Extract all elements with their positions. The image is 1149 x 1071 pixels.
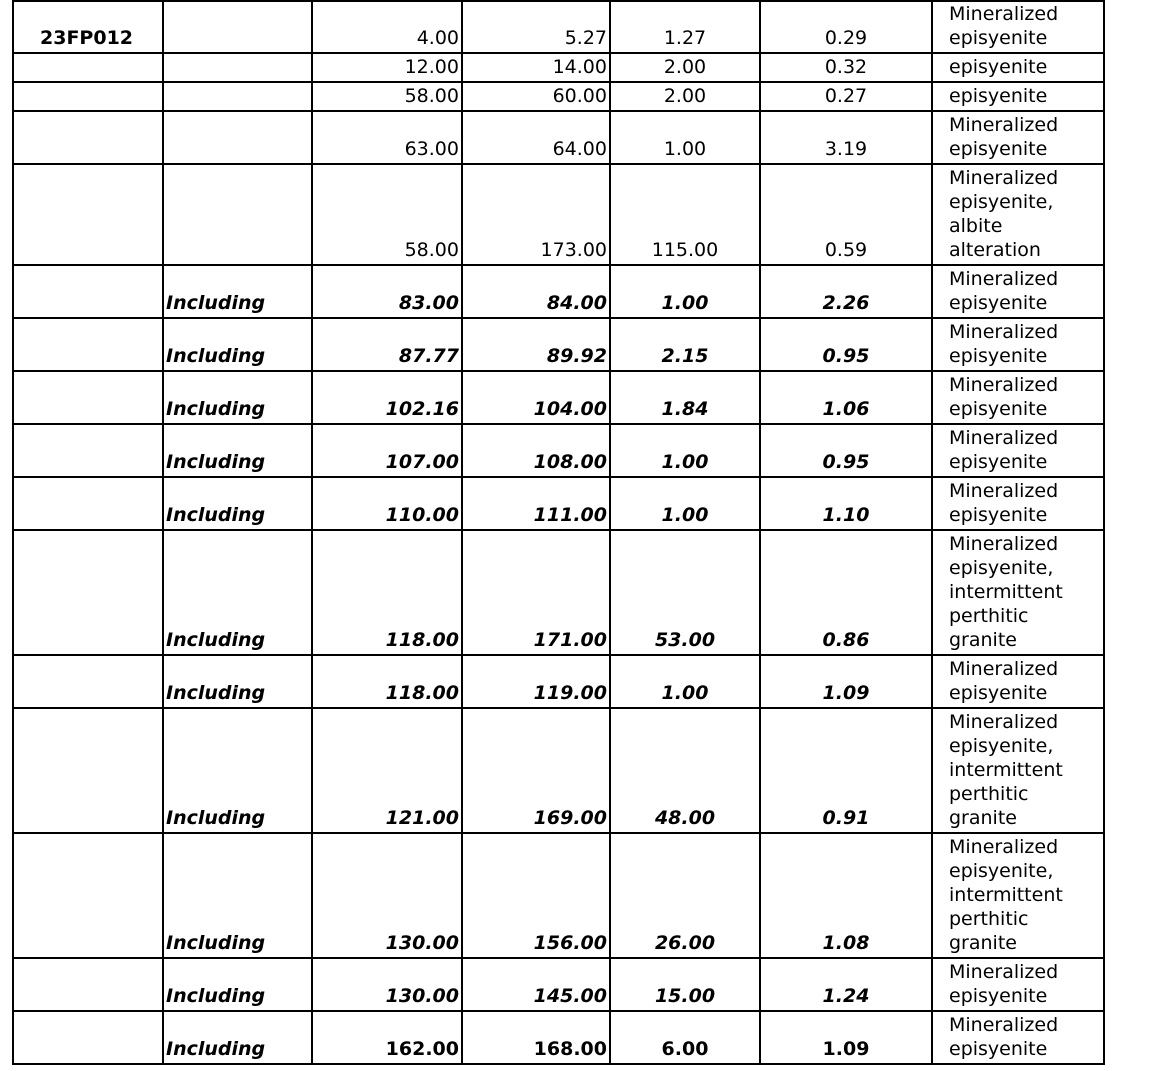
from-cell: 110.00 bbox=[312, 477, 462, 530]
hole-id-cell bbox=[13, 265, 163, 318]
table-row bbox=[13, 53, 1104, 82]
from-cell: 118.00 bbox=[312, 655, 462, 708]
grade-cell: 1.09 bbox=[760, 1011, 932, 1064]
grade-cell: 0.29 bbox=[760, 1, 932, 53]
hole-id-cell bbox=[13, 82, 163, 111]
grade-cell: 0.95 bbox=[760, 318, 932, 371]
description-cell: Mineralized episyenite bbox=[932, 424, 1104, 477]
from-cell: 12.00 bbox=[312, 53, 462, 82]
from-cell: 87.77 bbox=[312, 318, 462, 371]
grade-cell: 1.24 bbox=[760, 958, 932, 1011]
to-cell: 104.00 bbox=[462, 371, 610, 424]
grade-cell: 0.32 bbox=[760, 53, 932, 82]
interval-label-cell bbox=[163, 53, 312, 82]
description-cell: Mineralized episyenite bbox=[932, 111, 1104, 164]
table-row bbox=[13, 655, 1104, 708]
hole-id-cell bbox=[13, 371, 163, 424]
description-cell: episyenite bbox=[932, 53, 1104, 82]
hole-id-cell bbox=[13, 164, 163, 265]
description-cell: Mineralized episyenite bbox=[932, 371, 1104, 424]
table-row bbox=[13, 708, 1104, 833]
to-cell: 5.27 bbox=[462, 1, 610, 53]
hole-id-cell bbox=[13, 833, 163, 958]
grade-cell: 1.09 bbox=[760, 655, 932, 708]
length-cell: 1.00 bbox=[610, 265, 760, 318]
grade-cell: 2.26 bbox=[760, 265, 932, 318]
grade-cell: 1.06 bbox=[760, 371, 932, 424]
description-cell: Mineralized episyenite bbox=[932, 1, 1104, 53]
hole-id-cell bbox=[13, 958, 163, 1011]
table-row bbox=[13, 833, 1104, 958]
length-cell: 1.27 bbox=[610, 1, 760, 53]
interval-label-cell bbox=[163, 1, 312, 53]
description-cell: Mineralized episyenite bbox=[932, 1011, 1104, 1064]
table-row bbox=[13, 371, 1104, 424]
hole-id-cell bbox=[13, 655, 163, 708]
interval-label-cell: Including bbox=[163, 371, 312, 424]
table-row bbox=[13, 82, 1104, 111]
hole-id-cell bbox=[13, 53, 163, 82]
grade-cell: 0.59 bbox=[760, 164, 932, 265]
description-cell: Mineralized episyenite bbox=[932, 655, 1104, 708]
table-row bbox=[13, 111, 1104, 164]
description-cell: Mineralized episyenite bbox=[932, 958, 1104, 1011]
to-cell: 108.00 bbox=[462, 424, 610, 477]
from-cell: 107.00 bbox=[312, 424, 462, 477]
to-cell: 168.00 bbox=[462, 1011, 610, 1064]
hole-id-cell bbox=[13, 477, 163, 530]
to-cell: 89.92 bbox=[462, 318, 610, 371]
interval-label-cell: Including bbox=[163, 318, 312, 371]
grade-cell: 3.19 bbox=[760, 111, 932, 164]
length-cell: 2.00 bbox=[610, 82, 760, 111]
description-cell: Mineralized episyenite, intermittent perthitic granite bbox=[932, 708, 1104, 833]
interval-label-cell bbox=[163, 111, 312, 164]
table-row bbox=[13, 265, 1104, 318]
length-cell: 6.00 bbox=[610, 1011, 760, 1064]
length-cell: 2.15 bbox=[610, 318, 760, 371]
hole-id-cell bbox=[13, 111, 163, 164]
hole-id-cell bbox=[13, 708, 163, 833]
from-cell: 130.00 bbox=[312, 833, 462, 958]
interval-label-cell: Including bbox=[163, 958, 312, 1011]
length-cell: 1.00 bbox=[610, 477, 760, 530]
description-cell: Mineralized episyenite, intermittent perthitic granite bbox=[932, 833, 1104, 958]
grade-cell: 0.95 bbox=[760, 424, 932, 477]
table-row bbox=[13, 424, 1104, 477]
to-cell: 119.00 bbox=[462, 655, 610, 708]
interval-label-cell bbox=[163, 82, 312, 111]
length-cell: 48.00 bbox=[610, 708, 760, 833]
drill-results-table bbox=[12, 0, 1105, 1065]
from-cell: 4.00 bbox=[312, 1, 462, 53]
grade-cell: 1.10 bbox=[760, 477, 932, 530]
grade-cell: 0.91 bbox=[760, 708, 932, 833]
hole-id-cell bbox=[13, 1011, 163, 1064]
length-cell: 1.00 bbox=[610, 111, 760, 164]
table-row bbox=[13, 1, 1104, 53]
from-cell: 118.00 bbox=[312, 530, 462, 655]
to-cell: 169.00 bbox=[462, 708, 610, 833]
description-cell: Mineralized episyenite, intermittent perthitic granite bbox=[932, 530, 1104, 655]
interval-label-cell bbox=[163, 164, 312, 265]
description-cell: Mineralized episyenite bbox=[932, 477, 1104, 530]
interval-label-cell: Including bbox=[163, 833, 312, 958]
table-row bbox=[13, 318, 1104, 371]
from-cell: 121.00 bbox=[312, 708, 462, 833]
to-cell: 84.00 bbox=[462, 265, 610, 318]
from-cell: 58.00 bbox=[312, 164, 462, 265]
to-cell: 60.00 bbox=[462, 82, 610, 111]
from-cell: 130.00 bbox=[312, 958, 462, 1011]
from-cell: 162.00 bbox=[312, 1011, 462, 1064]
interval-label-cell: Including bbox=[163, 655, 312, 708]
from-cell: 58.00 bbox=[312, 82, 462, 111]
hole-id-cell bbox=[13, 530, 163, 655]
length-cell: 26.00 bbox=[610, 833, 760, 958]
description-cell: episyenite bbox=[932, 82, 1104, 111]
grade-cell: 1.08 bbox=[760, 833, 932, 958]
interval-label-cell: Including bbox=[163, 1011, 312, 1064]
from-cell: 102.16 bbox=[312, 371, 462, 424]
length-cell: 115.00 bbox=[610, 164, 760, 265]
interval-label-cell: Including bbox=[163, 265, 312, 318]
to-cell: 145.00 bbox=[462, 958, 610, 1011]
description-cell: Mineralized episyenite, albite alteration bbox=[932, 164, 1104, 265]
to-cell: 111.00 bbox=[462, 477, 610, 530]
to-cell: 173.00 bbox=[462, 164, 610, 265]
from-cell: 63.00 bbox=[312, 111, 462, 164]
interval-label-cell: Including bbox=[163, 708, 312, 833]
table-row bbox=[13, 477, 1104, 530]
table-row bbox=[13, 958, 1104, 1011]
length-cell: 2.00 bbox=[610, 53, 760, 82]
interval-label-cell: Including bbox=[163, 424, 312, 477]
length-cell: 53.00 bbox=[610, 530, 760, 655]
hole-id-cell: 23FP012 bbox=[13, 1, 163, 53]
to-cell: 171.00 bbox=[462, 530, 610, 655]
description-cell: Mineralized episyenite bbox=[932, 265, 1104, 318]
length-cell: 1.84 bbox=[610, 371, 760, 424]
length-cell: 1.00 bbox=[610, 424, 760, 477]
table-row bbox=[13, 164, 1104, 265]
table-row bbox=[13, 1011, 1104, 1064]
to-cell: 64.00 bbox=[462, 111, 610, 164]
table-row bbox=[13, 530, 1104, 655]
to-cell: 14.00 bbox=[462, 53, 610, 82]
description-cell: Mineralized episyenite bbox=[932, 318, 1104, 371]
hole-id-cell bbox=[13, 424, 163, 477]
interval-label-cell: Including bbox=[163, 477, 312, 530]
to-cell: 156.00 bbox=[462, 833, 610, 958]
interval-label-cell: Including bbox=[163, 530, 312, 655]
length-cell: 15.00 bbox=[610, 958, 760, 1011]
hole-id-cell bbox=[13, 318, 163, 371]
grade-cell: 0.86 bbox=[760, 530, 932, 655]
from-cell: 83.00 bbox=[312, 265, 462, 318]
length-cell: 1.00 bbox=[610, 655, 760, 708]
grade-cell: 0.27 bbox=[760, 82, 932, 111]
